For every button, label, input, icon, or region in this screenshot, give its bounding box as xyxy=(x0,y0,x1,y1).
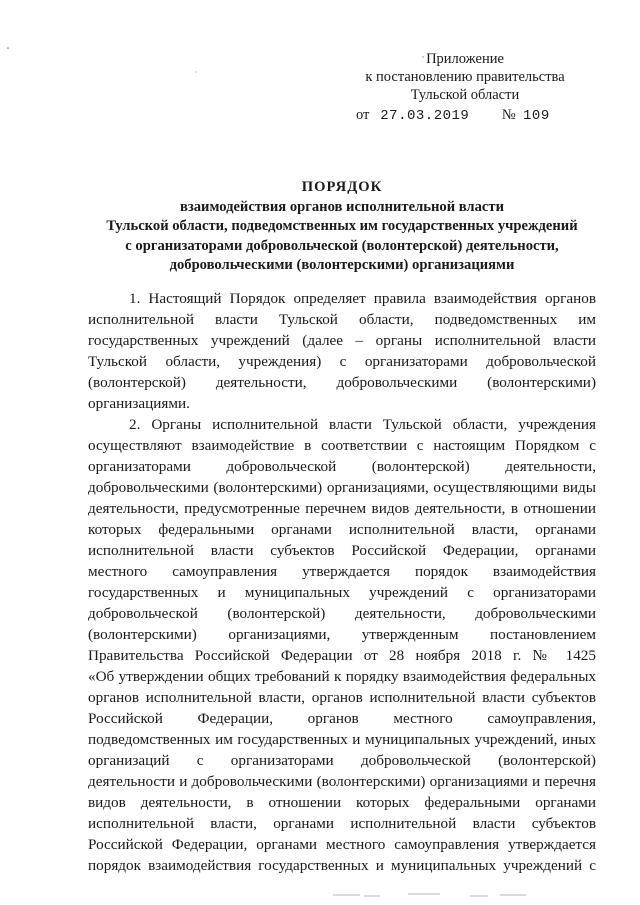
paragraph-2-line: подведомственных им государственных и муниципальных учреждений, иных xyxy=(88,731,596,748)
appendix-block xyxy=(340,50,590,104)
document-body xyxy=(88,288,596,876)
paragraph-2-line: исполнительной власти, органами исполнительной власти субъектов xyxy=(88,815,596,832)
title-line: Тульской области, подведомственных им государственных учреждений xyxy=(106,218,578,234)
title-line: добровольческими (волонтерскими) организациями xyxy=(169,257,515,273)
title-heading: ПОРЯДОК xyxy=(301,179,383,195)
date-prefix: от xyxy=(356,107,370,123)
paragraph-2-line: Правительства Российской Федерации от 28 ноября 2018 г. № 1425 xyxy=(88,647,596,664)
paragraph-1-line: организациями. xyxy=(88,395,190,412)
paragraph-1-line: (волонтерской) деятельности, добровольческими (волонтерскими) xyxy=(88,374,596,391)
paragraph-2-line: организаций с организаторами добровольческой (волонтерской) xyxy=(88,752,596,769)
document-title xyxy=(86,178,598,276)
paragraph-2-line: деятельности, предусмотренные перечнем видов деятельности, в отношении xyxy=(88,500,596,517)
title-line: с организаторами добровольческой (волонтерской) деятельности, xyxy=(125,237,559,254)
scan-speck xyxy=(7,47,9,49)
bottom-edge-marks xyxy=(333,894,526,896)
title-line: взаимодействия органов исполнительной власти xyxy=(180,198,504,215)
number-sign: № xyxy=(501,107,516,123)
paragraph-2-line: деятельности и добровольческими (волонтерскими) организациями и перечня xyxy=(88,773,596,790)
appendix-line: к постановлению правительства xyxy=(365,69,565,85)
paragraph-2-line: Российской Федерации, органов местного самоуправления, xyxy=(88,710,596,727)
paragraph-2-line: государственных и муниципальных учреждений с организаторами xyxy=(88,584,596,601)
paragraph-1-line: государственных учреждений (далее – органы исполнительной власти xyxy=(88,332,596,349)
paragraph-2-line: видов деятельности, в отношении которых федеральными органами xyxy=(88,794,596,811)
decree-date-number xyxy=(356,106,571,125)
paragraph-2-line: «Об утверждении общих требований к порядку взаимодействия федеральных xyxy=(88,668,596,685)
paragraph-2-line: Российской Федерации, органами местного самоуправления утверждается xyxy=(88,836,596,853)
paragraph-1-line: Тульской области, учреждения) с организаторами добровольческой xyxy=(88,353,596,370)
appendix-line: Приложение xyxy=(426,51,504,67)
paragraph-2-line: местного самоуправления утверждается порядок взаимодействия xyxy=(88,563,596,580)
decree-number: 109 xyxy=(523,108,550,124)
scan-speck xyxy=(195,71,196,72)
paragraph-2-line: добровольческими (волонтерскими) организациями, осуществляющими виды xyxy=(88,479,596,496)
paragraph-2-line: (волонтерскими) организациями, утвержденным постановлением xyxy=(88,626,596,643)
decree-date: 27.03.2019 xyxy=(380,108,470,124)
paragraph-2-line: органов исполнительной власти, органов исполнительной власти субъектов xyxy=(88,689,596,706)
paragraph-2-line: осуществляют взаимодействие в соответствии с настоящим Порядком с xyxy=(88,437,596,454)
paragraph-1-line: 1. Настоящий Порядок определяет правила взаимодействия органов xyxy=(129,290,596,307)
paragraph-2-line: исполнительной власти субъектов Российской Федерации, органами xyxy=(88,542,596,559)
paragraph-1-line: исполнительной власти Тульской области, подведомственных им xyxy=(88,311,596,328)
appendix-line: Тульской области xyxy=(410,87,520,103)
paragraph-2-line: добровольческой (волонтерской) деятельности, добровольческими xyxy=(88,605,596,622)
paragraph-2-line: порядок взаимодействия государственных и муниципальных учреждений с xyxy=(88,857,596,874)
paragraph-2-line: 2. Органы исполнительной власти Тульской области, учреждения xyxy=(129,416,596,433)
paragraph-2-line: организаторами добровольческой (волонтерской) деятельности, xyxy=(88,458,596,475)
paragraph-2-line: которых федеральными органами исполнительной власти, органами xyxy=(88,521,596,538)
